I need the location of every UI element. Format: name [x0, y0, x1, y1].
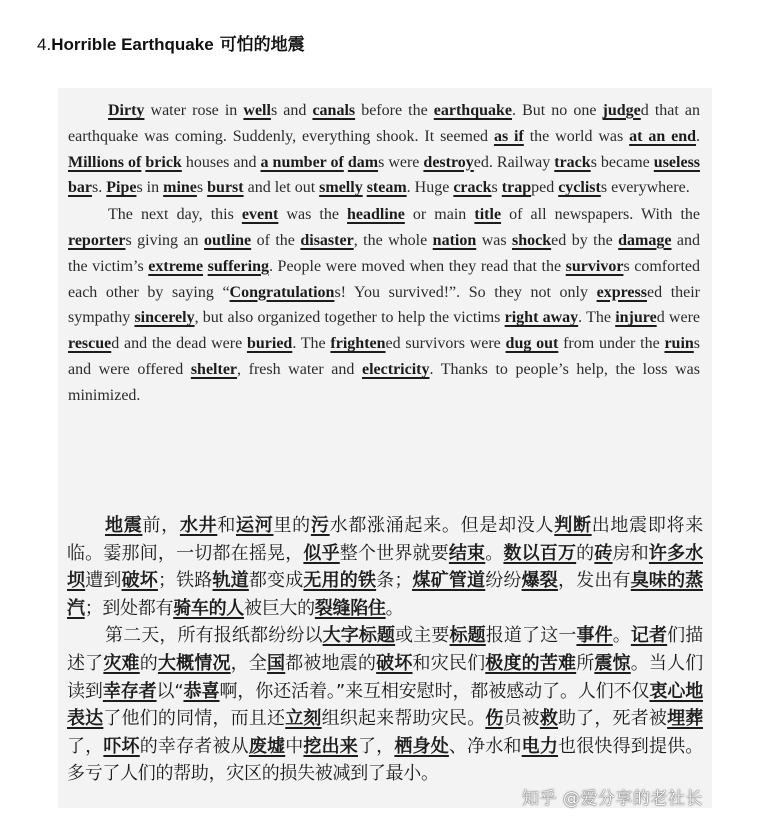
text-segment: 了，	[357, 735, 395, 757]
vocabulary-term: 国	[267, 652, 286, 674]
text-segment: water rose in	[144, 102, 244, 119]
section-heading	[37, 30, 305, 55]
text-segment: d and the dead were	[111, 335, 247, 353]
vocabulary-term: nation	[432, 231, 477, 249]
vocabulary-term: a number of	[260, 153, 344, 171]
english-paragraph-1	[68, 98, 700, 201]
vocabulary-term: 裂缝陷住	[314, 597, 386, 619]
text-segment: s.	[92, 179, 107, 197]
text-segment: 前，	[142, 515, 180, 536]
vocabulary-term: bar	[68, 179, 92, 197]
text-segment: 被巨大的	[244, 597, 315, 619]
text-segment: s and	[270, 102, 313, 119]
vocabulary-term: earthquake	[433, 102, 512, 119]
vocabulary-term: 极度的苦难	[485, 652, 577, 674]
text-segment: d were	[656, 309, 700, 327]
text-segment: d that an earthquake was coming. Suddenly, everything shook. It seemed	[68, 102, 701, 145]
vocabulary-term: survivor	[565, 257, 624, 275]
vocabulary-term: frighten	[330, 335, 386, 353]
text-segment: s in	[136, 179, 164, 197]
vocabulary-term: event	[241, 206, 279, 224]
vocabulary-term: title	[474, 206, 502, 224]
text-segment: ed by the	[551, 231, 619, 249]
vocabulary-term: 臭味的蒸汽	[67, 570, 703, 619]
vocabulary-term: 事件	[576, 625, 613, 647]
vocabulary-term: 结束	[448, 542, 486, 564]
text-segment: , but also organized together to help the victims	[194, 309, 505, 327]
text-segment: ，发出有	[558, 570, 631, 592]
vocabulary-term: judge	[602, 102, 641, 119]
vocabulary-term: 砖	[594, 542, 613, 564]
vocabulary-term: 废墟	[248, 735, 286, 757]
text-segment: 水都涨涌起来。但是却没人	[329, 515, 555, 536]
text-segment: 条	[376, 570, 395, 592]
text-segment: , the whole	[353, 231, 433, 249]
section-number: 4.	[37, 35, 52, 54]
text-segment: ed survivors were	[385, 335, 506, 353]
vocabulary-term: Congratulation	[229, 283, 335, 301]
text-segment: 助了，死者被	[558, 708, 668, 730]
vocabulary-term: 骑车的人	[173, 597, 245, 619]
english-title: Horrible Earthquake	[51, 35, 214, 54]
vocabulary-term: at an end	[629, 127, 697, 145]
vocabulary-term: dug out	[505, 335, 559, 353]
text-segment: s	[196, 179, 208, 197]
vocabulary-term: as if	[493, 127, 524, 145]
vocabulary-term: 破坏	[121, 570, 158, 592]
text-segment: before the	[355, 102, 434, 119]
text-segment: and let out	[243, 179, 320, 197]
vocabulary-term: 无用的	[303, 570, 358, 592]
text-segment: was	[476, 231, 513, 249]
vocabulary-term: trap	[501, 179, 532, 197]
vocabulary-term: 挖出来	[303, 735, 358, 757]
text-segment: 。	[612, 625, 631, 647]
text-segment: the world was	[523, 127, 630, 145]
vocabulary-term: 栖身处	[394, 735, 449, 757]
vocabulary-term: outline	[204, 231, 252, 249]
text-segment: , fresh water and	[237, 360, 362, 378]
text-segment: . People were moved when they read that the	[268, 257, 566, 275]
vocabulary-term: 立刻	[285, 708, 322, 730]
vocabulary-term: suffering	[207, 257, 269, 275]
text-segment: . The	[578, 309, 616, 327]
text-segment: 所	[576, 652, 595, 674]
vocabulary-term: buried	[246, 335, 293, 353]
vocabulary-term: canals	[312, 102, 356, 119]
text-segment: houses and	[181, 153, 261, 171]
text-segment: or main	[404, 206, 475, 224]
text-segment: 。	[385, 597, 404, 619]
vocabulary-term: 幸存者	[102, 680, 157, 702]
vocabulary-term: 埋葬	[667, 708, 703, 730]
vocabulary-term: 似乎	[303, 542, 340, 564]
vocabulary-term: 判断	[554, 515, 592, 536]
vocabulary-term: electricity	[361, 360, 430, 378]
text-segment: ped	[531, 179, 559, 197]
english-passage	[68, 98, 700, 409]
text-segment: . Thanks to people’s help, the loss was minimized.	[68, 360, 701, 404]
vocabulary-term: 吓坏	[103, 735, 140, 757]
vocabulary-term: disaster	[300, 231, 354, 249]
vocabulary-term: 记者	[630, 625, 668, 647]
vocabulary-term: sincerely	[134, 309, 195, 327]
text-segment: ；铁路	[157, 570, 213, 592]
text-segment: s! You survived!”. So they not only	[334, 283, 597, 301]
vocabulary-term: useless	[653, 153, 701, 171]
text-segment: 里的	[273, 515, 311, 536]
text-segment: 了，	[67, 735, 104, 757]
text-segment: 、净水和	[448, 735, 522, 757]
text-segment: s and were offered	[68, 335, 701, 378]
text-segment: s became	[590, 153, 654, 171]
text-segment: s giving an	[125, 231, 205, 249]
vocabulary-term: 运河	[236, 515, 274, 536]
vocabulary-term: right away	[504, 309, 579, 327]
vocabulary-term: shock	[512, 231, 552, 249]
vocabulary-term: extreme	[148, 257, 204, 275]
vocabulary-term: mine	[163, 179, 197, 197]
vocabulary-term: Pipe	[106, 179, 137, 197]
vocabulary-term: reporter	[68, 231, 126, 249]
text-segment: was the	[278, 206, 348, 224]
vocabulary-term: damage	[618, 231, 672, 249]
text-segment: of all newspapers. With the	[501, 206, 701, 224]
vocabulary-term: 爆裂	[521, 570, 558, 592]
text-segment: ；到处都有	[84, 597, 174, 619]
vocabulary-term: 数以百万	[503, 542, 577, 564]
vocabulary-term: express	[596, 283, 647, 301]
text-segment: 的	[139, 652, 158, 674]
text-segment: 也很快得到提供。多亏了人们的帮助，灾区的损失被减到了最小。	[67, 735, 704, 785]
text-segment: 纷纷	[485, 570, 522, 592]
text-segment: 们描述了	[67, 625, 703, 674]
text-segment: 啊，你还活着。”来互相安慰时，都被感动了。人们不仅	[219, 680, 650, 702]
vocabulary-term: 电力	[521, 735, 559, 757]
text-segment: s everywhere.	[600, 179, 690, 197]
vocabulary-term: 污	[310, 515, 330, 536]
text-segment: 报道了这一	[485, 625, 577, 647]
text-segment: 房和	[612, 542, 649, 564]
vocabulary-term: 大字标题	[322, 625, 396, 647]
text-segment: 以“	[156, 680, 184, 702]
text-segment: 。当人们读到	[67, 652, 703, 702]
text-segment: 中	[285, 735, 304, 757]
chinese-passage	[67, 512, 703, 788]
text-segment: 的幸存者被从	[139, 735, 249, 757]
vocabulary-term: 地震	[105, 515, 143, 536]
vocabulary-term: 救	[539, 708, 558, 730]
vocabulary-term: track	[554, 153, 591, 171]
text-segment: 整个世界就要	[339, 542, 449, 564]
vocabulary-term: steam	[366, 179, 407, 197]
text-segment: ed. Railway	[473, 153, 555, 171]
vocabulary-term: burst	[207, 179, 244, 197]
vocabulary-term: smelly	[319, 179, 363, 197]
vocabulary-term: 水井	[179, 515, 218, 536]
vocabulary-term: 轨道	[212, 570, 249, 592]
vocabulary-term: Dirty	[108, 102, 145, 119]
text-segment: 了他们的同情，而且还	[103, 708, 286, 730]
vocabulary-term: headline	[347, 206, 405, 224]
vocabulary-term: 伤	[485, 708, 504, 730]
vocabulary-term: 恭喜	[183, 680, 220, 702]
vocabulary-term: 标题	[449, 625, 486, 647]
text-segment: 和	[217, 515, 237, 536]
text-segment: 遭到	[85, 570, 122, 592]
vocabulary-term: 震惊	[594, 652, 631, 674]
chinese-paragraph-1	[67, 512, 703, 622]
text-segment: 。	[485, 542, 504, 564]
text-segment: ，全	[230, 652, 268, 674]
vocabulary-term: 铁	[357, 570, 377, 592]
text-segment: s	[491, 179, 502, 197]
vocabulary-term: cyclist	[558, 179, 601, 197]
vocabulary-term: shelter	[190, 360, 238, 378]
watermark: 知乎 @爱分享的老社长	[522, 789, 703, 809]
text-segment: 都变成	[248, 570, 304, 592]
english-paragraph-2	[68, 202, 700, 408]
text-segment: of the	[251, 231, 301, 249]
text-segment: . But no one	[512, 102, 603, 119]
text-segment: 组织起来帮助灾民。	[321, 708, 486, 730]
vocabulary-term: ruin	[664, 335, 694, 353]
text-segment: 和灾民们	[412, 652, 486, 674]
text-segment: . Huge	[406, 179, 454, 197]
vocabulary-term: Millions of	[68, 153, 142, 171]
text-segment: 的	[576, 542, 595, 564]
chinese-title: 可怕的地震	[219, 35, 305, 54]
text-segment: ed their sympathy	[68, 283, 701, 327]
text-segment: The next day, this	[108, 206, 242, 224]
text-segment: 第二天，所有报纸都纷纷以	[105, 625, 323, 647]
text-segment: 员被	[503, 708, 540, 730]
chinese-paragraph-2	[67, 622, 703, 788]
text-segment: from under the	[558, 335, 665, 353]
vocabulary-term: 灾难	[103, 652, 140, 674]
vocabulary-term: 许多水坝	[67, 542, 703, 592]
vocabulary-term: brick	[145, 153, 182, 171]
vocabulary-term: 煤矿管道	[412, 570, 486, 592]
vocabulary-term: crack	[453, 179, 492, 197]
text-segment: ；	[394, 570, 413, 592]
text-segment: .	[696, 127, 701, 145]
vocabulary-term: destroy	[423, 153, 474, 171]
vocabulary-term: 大概情况	[157, 652, 231, 674]
text-segment: s were	[378, 153, 424, 171]
vocabulary-term: 破坏	[376, 652, 413, 674]
text-segment: 都被地震的	[285, 652, 377, 674]
text-segment: 出地震即将来临。霎那间，一切都在摇晃，	[67, 515, 703, 564]
vocabulary-term: rescue	[68, 335, 112, 353]
text-segment: . The	[292, 335, 331, 353]
vocabulary-term: injure	[615, 309, 657, 327]
vocabulary-term: well	[243, 102, 271, 119]
vocabulary-term: dam	[347, 153, 379, 171]
text-segment: and the victim’s	[68, 231, 701, 275]
text-segment: s comforted each other by saying “	[68, 257, 701, 301]
vocabulary-term: 衷心地表达	[67, 680, 703, 730]
text-segment: 或主要	[395, 625, 450, 647]
